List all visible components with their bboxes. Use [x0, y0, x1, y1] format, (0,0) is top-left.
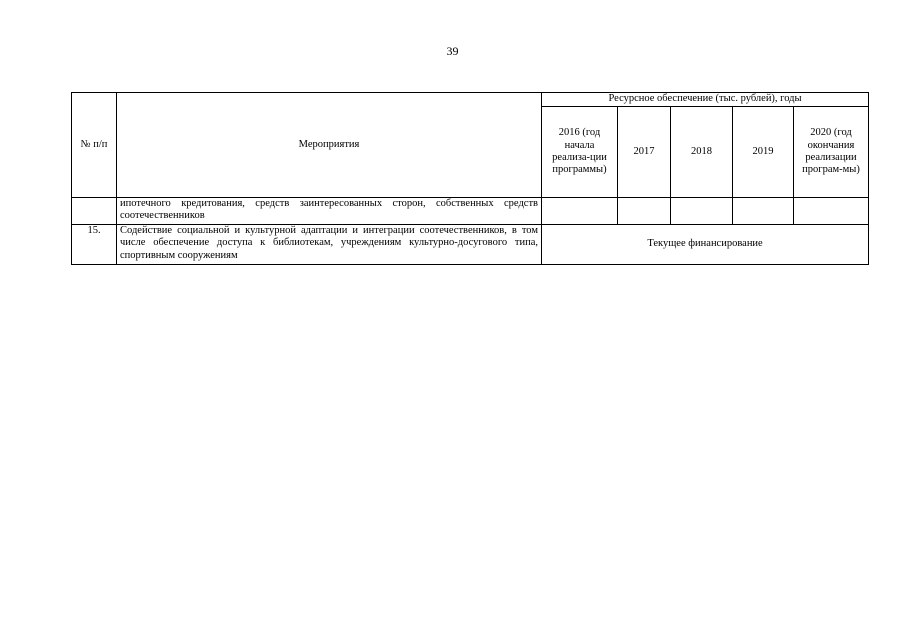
table-header-row: [72, 93, 869, 107]
row-activity: ипотечного кредитования, средств заинтересованных сторон, собственных средств соотечественников: [117, 198, 542, 225]
table-row: [72, 225, 869, 265]
page-number: 39: [446, 44, 459, 58]
header-year-2017: 2017: [618, 107, 671, 198]
row-funding: Текущее финансирование: [542, 225, 869, 265]
header-num: № п/п: [72, 93, 117, 198]
row-cell-2018: [671, 198, 733, 225]
row-num: 15.: [72, 225, 117, 265]
header-year-2020: 2020 (год окончания реализации програм-мы): [794, 107, 869, 198]
row-cell-2019: [733, 198, 794, 225]
resource-table: [71, 92, 869, 265]
row-num: [72, 198, 117, 225]
row-activity: Содействие социальной и культурной адаптации и интеграции соотечественников, в том числе обеспечение доступа к библиотекам, учреждениям культурно-досугового типа, спортивным сооружениям: [117, 225, 542, 265]
header-year-2019: 2019: [733, 107, 794, 198]
row-cell-2017: [618, 198, 671, 225]
row-cell-2016: [542, 198, 618, 225]
row-cell-2020: [794, 198, 869, 225]
table-row: [72, 198, 869, 225]
header-activity: Мероприятия: [117, 93, 542, 198]
header-resource: Ресурсное обеспечение (тыс. рублей), годы: [542, 93, 869, 107]
header-year-2018: 2018: [671, 107, 733, 198]
header-year-2016: 2016 (год начала реализа-ции программы): [542, 107, 618, 198]
